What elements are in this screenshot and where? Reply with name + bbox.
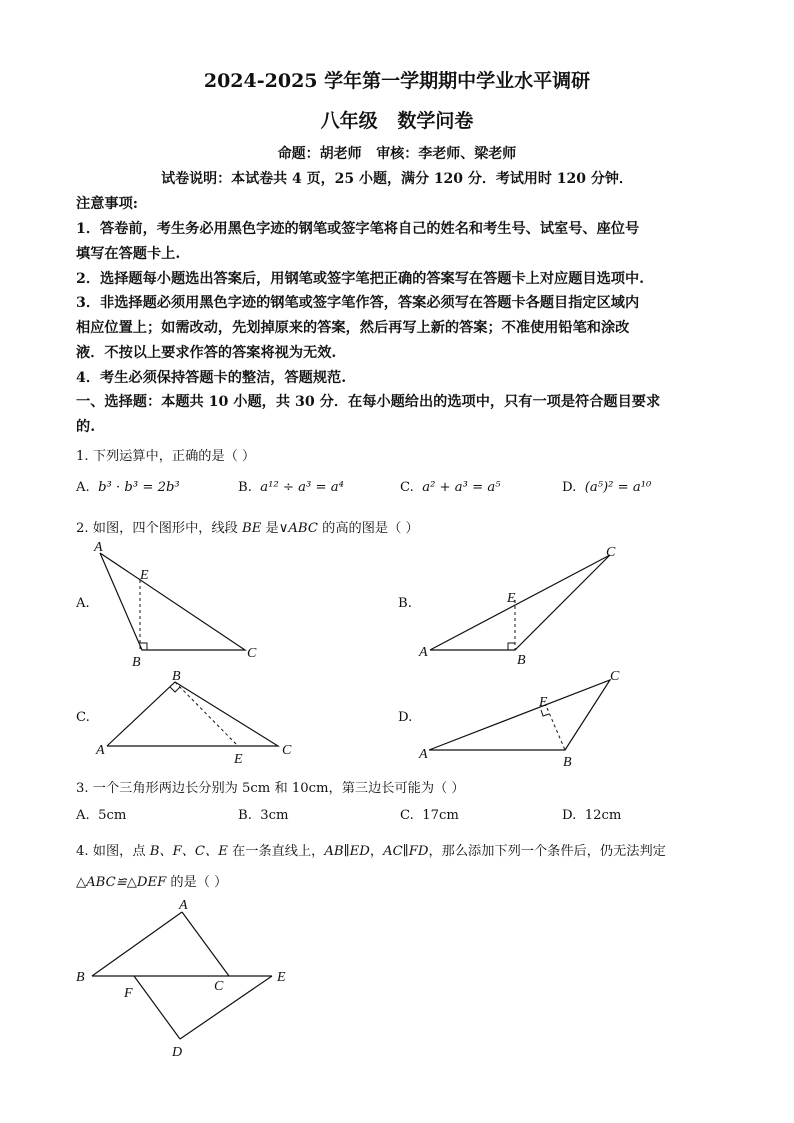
q1-option-b xyxy=(238,480,344,495)
option-expr: (a⁵)² = a¹⁰ xyxy=(584,480,652,495)
point-label-c: C xyxy=(214,979,224,994)
option-label: C. xyxy=(400,480,414,495)
q2-option-a-label: A. xyxy=(76,596,90,611)
point-label-e: E xyxy=(277,970,286,985)
option-label: D. xyxy=(562,480,577,495)
point-label-a: A xyxy=(94,540,103,555)
section-heading-cont: 的. xyxy=(76,419,96,435)
q3-option-a: A. 5cm xyxy=(76,808,127,823)
question-4-stem-line2: △ABC≌△DEF 的是（ ） xyxy=(76,875,228,890)
point-label-e: E xyxy=(140,568,149,583)
option-expr: a¹² ÷ a³ = a⁴ xyxy=(260,480,344,495)
q2-option-b-label: B. xyxy=(398,596,412,611)
point-label-a: A xyxy=(179,898,188,913)
notice-line: 液．不按以上要求作答的答案将视为无效. xyxy=(76,345,337,361)
q2-option-d-label: D. xyxy=(398,710,413,725)
q2-figure-b xyxy=(415,540,625,668)
q3-option-c: C. 17cm xyxy=(400,808,459,823)
point-label-f: F xyxy=(124,986,133,1001)
point-label-b: B xyxy=(76,970,85,985)
point-label-b: B xyxy=(132,655,141,670)
point-label-c: C xyxy=(282,743,292,758)
segment-de xyxy=(180,976,272,1039)
question-3-stem: 3. 一个三角形两边长分别为 5cm 和 10cm，第三边长可能为（ ） xyxy=(76,781,465,796)
exam-authors: 命题：胡老师 审核：李老师、梁老师 xyxy=(277,146,517,162)
point-label-b: B xyxy=(517,653,526,668)
exam-title: 2024-2025 学年第一学期期中学业水平调研 xyxy=(203,70,591,92)
option-expr: b³ · b³ = 2b³ xyxy=(98,480,180,495)
point-label-c: C xyxy=(610,669,620,684)
notice-line: 2．选择题每小题选出答案后，用钢笔或签字笔把正确的答案写在答题卡上对应题目选项中. xyxy=(76,271,645,287)
point-label-e: E xyxy=(234,752,243,767)
point-label-e: E xyxy=(507,591,516,606)
exam-subtitle: 八年级 数学问卷 xyxy=(320,110,474,132)
point-label-a: A xyxy=(419,645,428,660)
exam-description: 试卷说明：本试卷共 4 页，25 小题，满分 120 分．考试用时 120 分钟． xyxy=(161,171,633,187)
q4-figure xyxy=(72,893,302,1063)
altitude-dashed xyxy=(175,682,238,746)
option-label: A. xyxy=(76,480,90,495)
option-expr: a² + a³ = a⁵ xyxy=(422,480,501,495)
question-2-stem: 2. 如图，四个图形中，线段 BE 是∨ABC 的高的图是（ ） xyxy=(76,521,419,536)
point-label-d: D xyxy=(172,1045,183,1060)
question-4-stem-line1: 4. 如图，点 B、F、C、E 在一条直线上，AB∥ED，AC∥FD，那么添加下列一个条件后，仍无法判定 xyxy=(76,844,666,859)
segment-ab xyxy=(92,912,182,976)
point-label-a: A xyxy=(96,743,105,758)
q2-option-c-label: C. xyxy=(76,710,90,725)
triangle xyxy=(430,555,610,650)
triangle xyxy=(107,682,278,746)
q2-figure-c xyxy=(90,668,310,768)
question-1-stem: 1. 下列运算中，正确的是（ ） xyxy=(76,449,256,464)
point-label-c: C xyxy=(247,646,257,661)
notice-line: 4．考生必须保持答题卡的整洁，答题规范. xyxy=(76,370,347,386)
q3-option-b: B. 3cm xyxy=(238,808,289,823)
point-label-e: E xyxy=(539,695,548,710)
point-label-a: A xyxy=(419,747,428,762)
q1-option-d xyxy=(562,480,651,495)
point-label-b: B xyxy=(563,755,572,770)
point-label-c: C xyxy=(606,545,616,560)
option-label: B. xyxy=(238,480,252,495)
q1-option-a xyxy=(76,480,180,495)
notice-line: 相应位置上；如需改动，先划掉原来的答案，然后再写上新的答案；不准使用铅笔和涂改 xyxy=(76,320,630,336)
segment-fd xyxy=(134,976,180,1039)
q2-figure-a xyxy=(80,535,280,670)
q2-figure-d xyxy=(415,668,630,773)
right-angle-mark xyxy=(508,643,515,650)
q3-option-d: D. 12cm xyxy=(562,808,622,823)
segment-ac xyxy=(182,912,229,976)
notice-line: 3．非选择题必须用黑色字迹的钢笔或签字笔作答，答案必须写在答题卡各题目指定区域内 xyxy=(76,295,640,311)
notice-line: 1．答卷前，考生务必用黑色字迹的钢笔或签字笔将自己的姓名和考生号、试室号、座位号 xyxy=(76,221,640,237)
triangle xyxy=(429,680,610,750)
point-label-b: B xyxy=(172,669,181,684)
notice-line: 填写在答题卡上. xyxy=(76,246,181,262)
q1-option-c xyxy=(400,480,501,495)
right-angle-mark xyxy=(170,687,180,692)
section-heading: 一、选择题：本题共 10 小题，共 30 分．在每小题给出的选项中，只有一项是符合题目要求 xyxy=(76,394,661,410)
altitude-dashed xyxy=(547,708,565,750)
triangle xyxy=(100,553,245,650)
notice-heading: 注意事项: xyxy=(76,196,138,212)
